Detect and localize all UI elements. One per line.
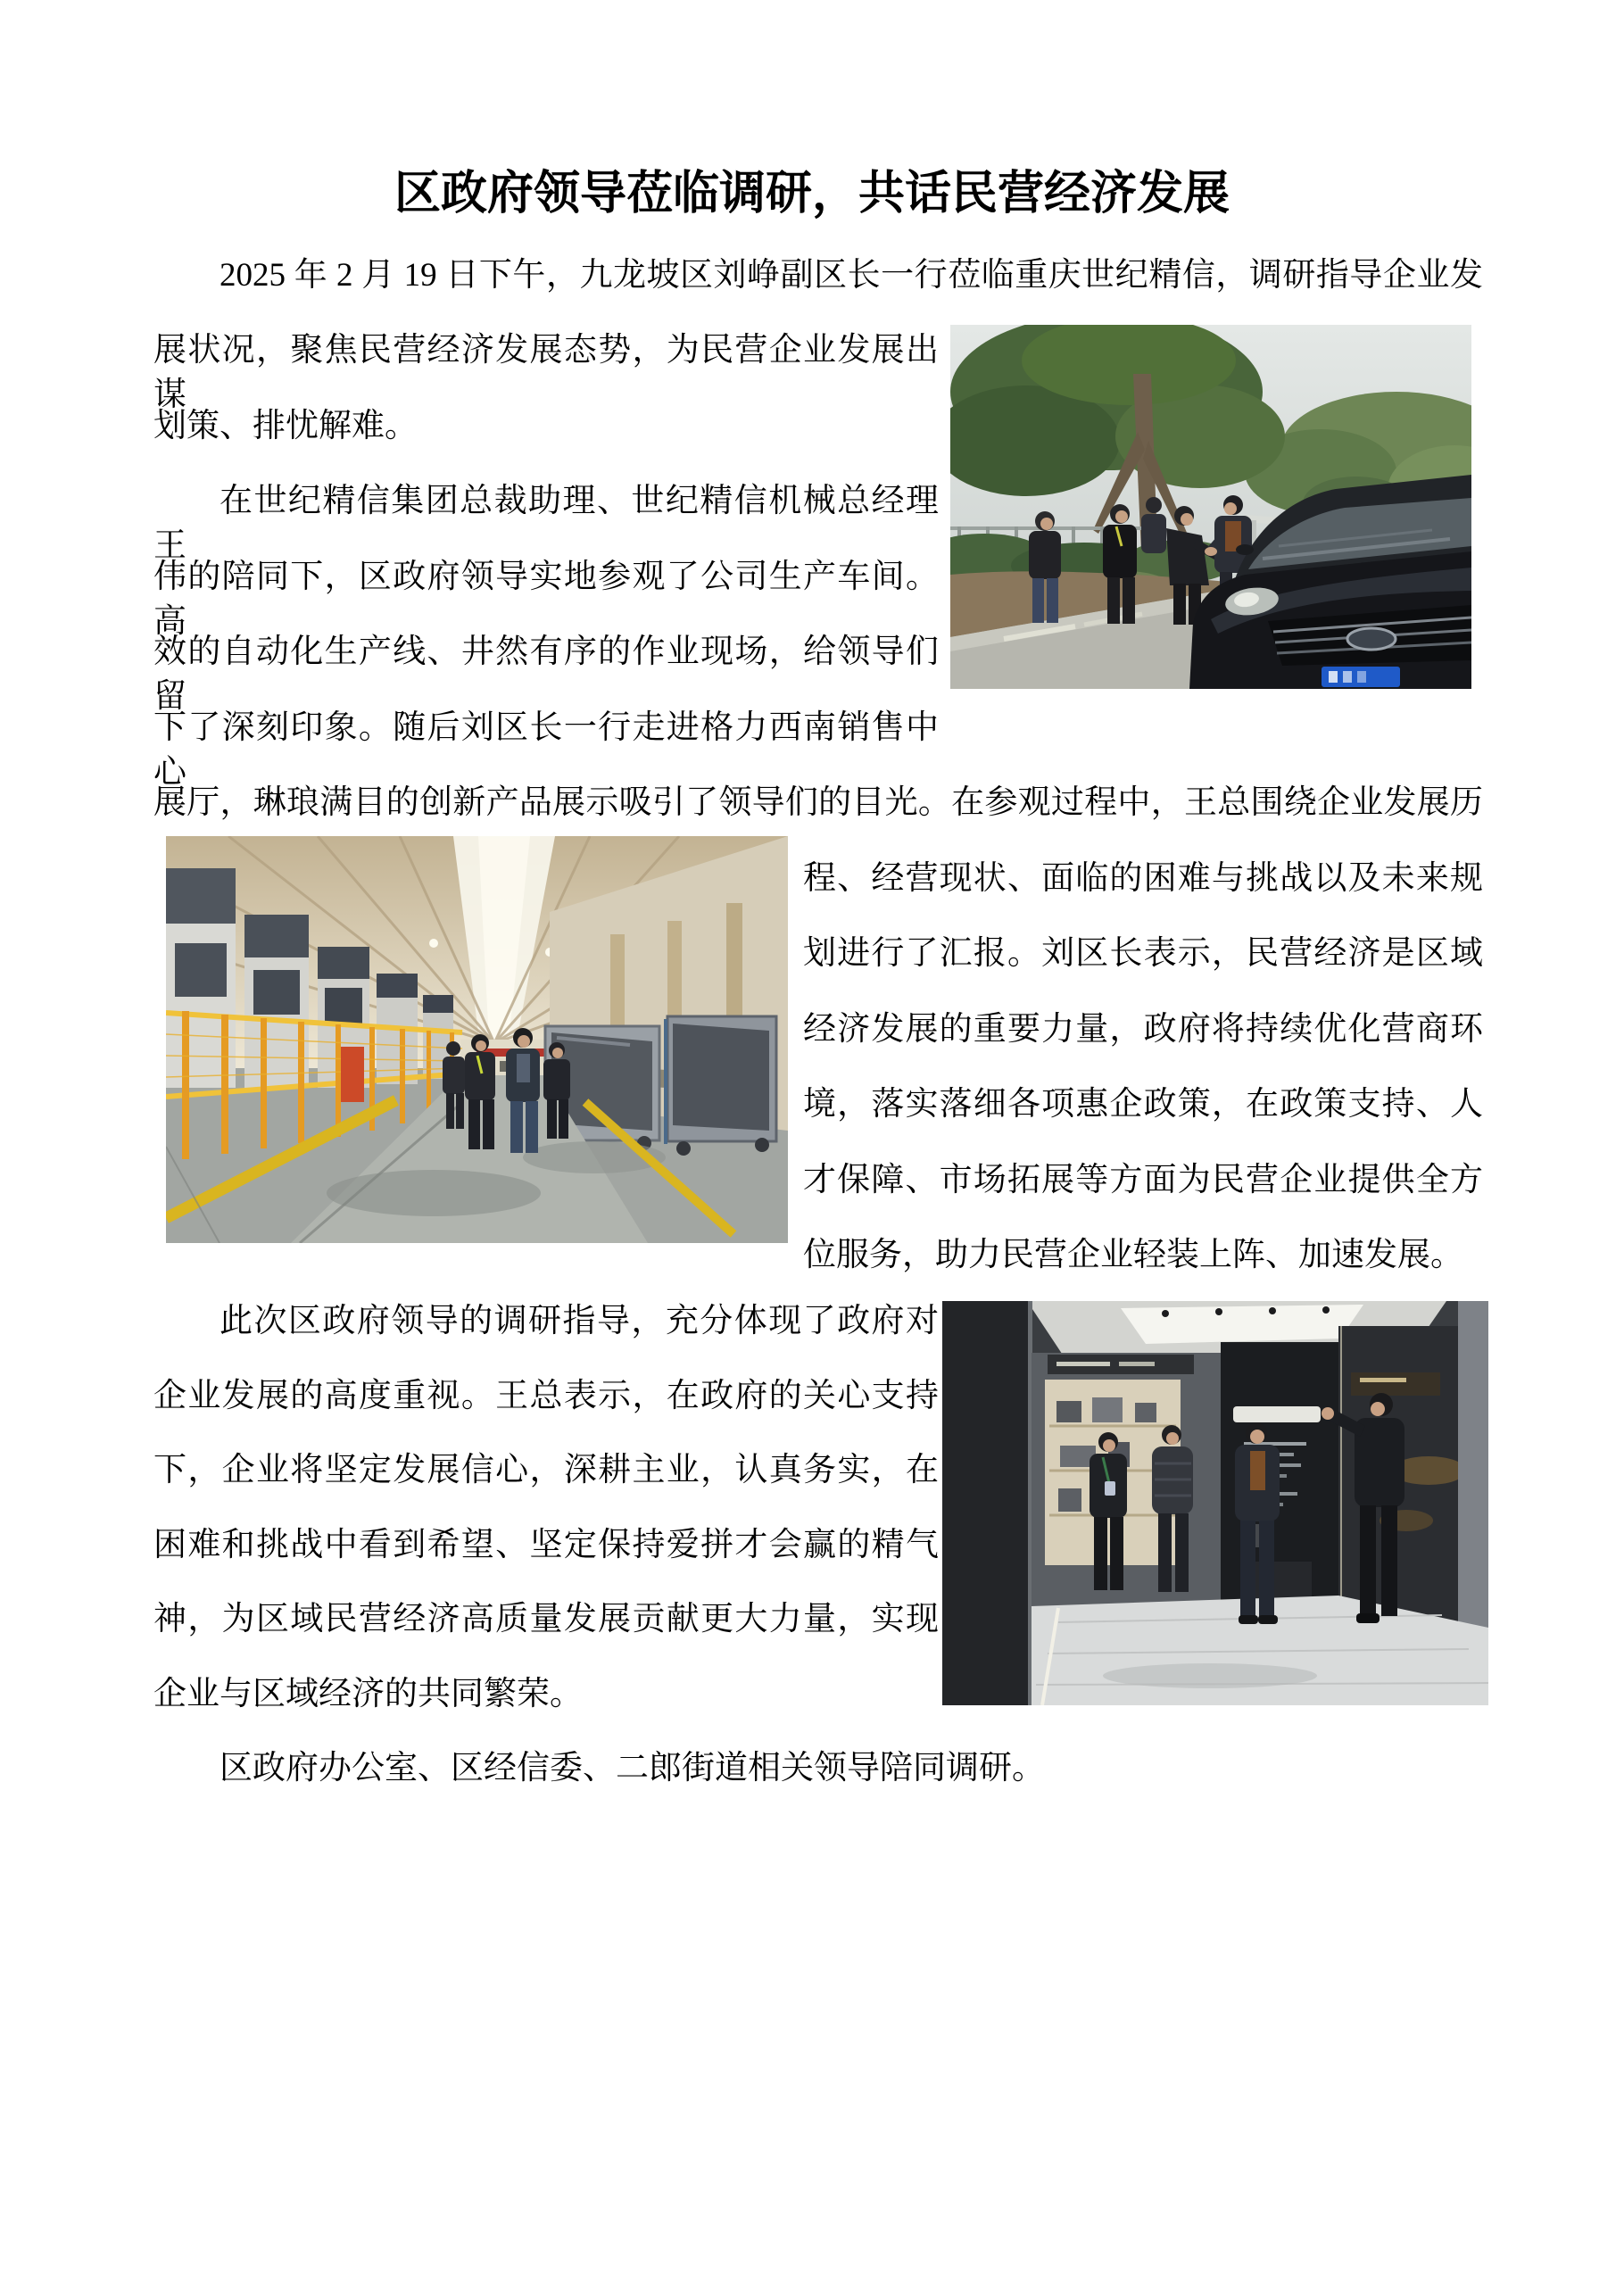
para2-line-9: 境，落实落细各项惠企政策，在政策支持、人 <box>803 1086 1483 1123</box>
para1-line-3: 划策、排忧解难。 <box>153 408 418 444</box>
showroom-photo-illustration <box>942 1301 1488 1705</box>
showroom-visit-photo <box>942 1301 1488 1705</box>
para3-line-3: 下，企业将坚定发展信心，深耕主业，认真务实，在 <box>153 1452 939 1488</box>
para4-line-1: 区政府办公室、区经信委、二郎街道相关领导陪同调研。 <box>220 1750 1045 1786</box>
para2-line-2: 伟的陪同下，区政府领导实地参观了公司生产车间。高 <box>153 559 939 640</box>
para2-line-6: 程、经营现状、面临的困难与挑战以及未来规 <box>803 860 1483 897</box>
para3-line-1: 此次区政府领导的调研指导，充分体现了政府对 <box>220 1303 939 1339</box>
left-door-frame <box>942 1301 1032 1705</box>
para3-line-4: 困难和挑战中看到希望、坚定保持爱拼才会赢的精气 <box>153 1527 939 1563</box>
para1-line-1: 2025 年 2 月 19 日下午，九龙坡区刘峥副区长一行莅临重庆世纪精信，调研指导企业发 <box>220 257 1483 294</box>
para2-line-10: 才保障、市场拓展等方面为民营企业提供全方 <box>803 1162 1483 1198</box>
para2-line-11: 位服务，助力民营企业轻装上阵、加速发展。 <box>803 1237 1463 1273</box>
para2-line-1: 在世纪精信集团总裁助理、世纪精信机械总经理王 <box>153 483 939 564</box>
para3-line-6: 企业与区域经济的共同繁荣。 <box>153 1676 583 1712</box>
factory-workshop-photo <box>166 836 788 1243</box>
outdoor-photo-illustration <box>950 325 1471 689</box>
outdoor-greeting-photo <box>950 325 1471 689</box>
factory-photo-illustration <box>166 836 788 1243</box>
para2-line-7: 划进行了汇报。刘区长表示，民营经济是区域 <box>803 935 1483 972</box>
para2-line-8: 经济发展的重要力量，政府将持续优化营商环 <box>803 1011 1483 1048</box>
para2-line-3: 效的自动化生产线、井然有序的作业现场，给领导们留 <box>153 634 939 715</box>
para3-line-5: 神，为区域民营经济高质量发展贡献更大力量，实现 <box>153 1601 939 1637</box>
para1-line-2: 展状况，聚焦民营经济发展态势，为民营企业发展出谋 <box>153 332 939 413</box>
para3-line-2: 企业发展的高度重视。王总表示，在政府的关心支持 <box>153 1378 939 1414</box>
para2-line-5: 展厅，琳琅满目的创新产品展示吸引了领导们的目光。在参观过程中，王总围绕企业发展历 <box>153 784 1483 821</box>
para2-line-4: 下了深刻印象。随后刘区长一行走进格力西南销售中心 <box>153 709 939 791</box>
page-title: 区政府领导莅临调研，共话民营经济发展 <box>394 169 1230 220</box>
